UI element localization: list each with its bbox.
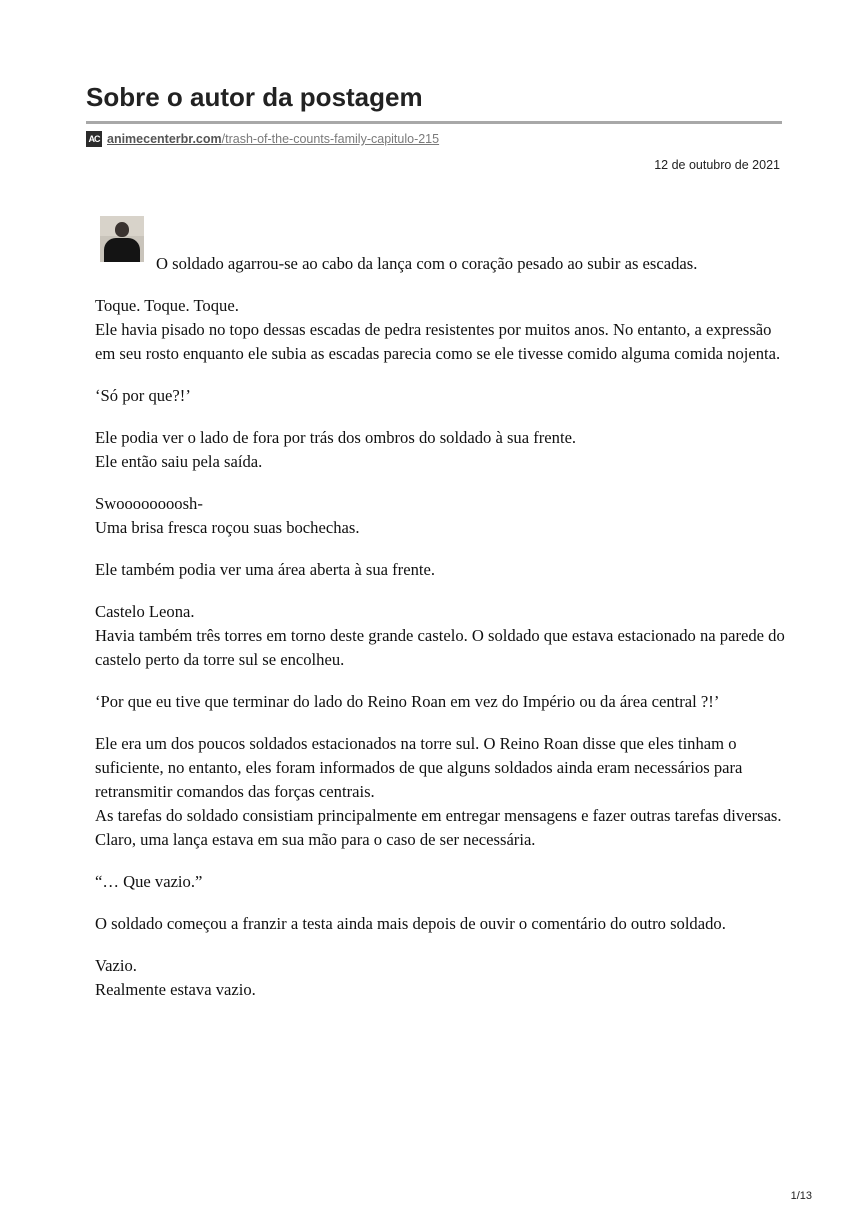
post-date: 12 de outubro de 2021 bbox=[654, 158, 780, 172]
article-paragraph bbox=[95, 870, 785, 894]
article-body bbox=[95, 252, 785, 1020]
paragraph-line: Toque. Toque. Toque. bbox=[95, 296, 239, 315]
article-paragraph bbox=[95, 558, 785, 582]
article-paragraph bbox=[95, 294, 785, 366]
article-paragraph bbox=[95, 426, 785, 474]
article-paragraph bbox=[95, 384, 785, 408]
paragraph-line: Ele havia pisado no topo dessas escadas de pedra resistentes por muitos anos. No entanto, a expressão em seu rosto enquanto ele subia as escadas parecia como se ele tivesse comido alguma comida nojenta. bbox=[95, 320, 781, 363]
paragraph-line: Castelo Leona. bbox=[95, 602, 195, 621]
page-title: Sobre o autor da postagem bbox=[86, 82, 423, 112]
paragraph-line: Havia também três torres em torno deste grande castelo. O soldado que estava estacionado na parede do castelo perto da torre sul se encolheu. bbox=[95, 626, 785, 669]
paragraph-line: As tarefas do soldado consistiam principalmente em entregar mensagens e fazer outras tarefas diversas. Claro, uma lança estava em sua mão para o caso de ser necessária. bbox=[95, 806, 782, 849]
paragraph-line: O soldado começou a franzir a testa ainda mais depois de ouvir o comentário do outro soldado. bbox=[95, 914, 726, 933]
paragraph-line: Ele então saiu pela saída. bbox=[95, 452, 263, 471]
article-paragraph bbox=[95, 492, 785, 540]
paragraph-line: ‘Só por que?!’ bbox=[95, 386, 191, 405]
paragraph-line: “… Que vazio.” bbox=[95, 872, 203, 891]
article-paragraph bbox=[95, 954, 785, 1002]
article-paragraph bbox=[95, 600, 785, 672]
source-link-row[interactable] bbox=[86, 130, 439, 148]
page-number: 1/13 bbox=[790, 1190, 812, 1202]
article-paragraph bbox=[95, 732, 785, 852]
paragraph-line: Swoooooooosh- bbox=[95, 494, 203, 513]
paragraph-line: ‘Por que eu tive que terminar do lado do Reino Roan em vez do Império ou da área central ?!’ bbox=[95, 692, 720, 711]
paragraph-line: Uma brisa fresca roçou suas bochechas. bbox=[95, 518, 360, 537]
source-path-link[interactable]: /trash-of-the-counts-family-capitulo-215 bbox=[221, 132, 440, 146]
source-domain-link[interactable]: animecenterbr.com bbox=[107, 132, 222, 146]
paragraph-line: Ele podia ver o lado de fora por trás dos ombros do soldado à sua frente. bbox=[95, 428, 577, 447]
article-intro: O soldado agarrou-se ao cabo da lança com o coração pesado ao subir as escadas. bbox=[156, 254, 698, 273]
paragraph-line: Ele também podia ver uma área aberta à sua frente. bbox=[95, 560, 435, 579]
title-divider bbox=[86, 121, 782, 124]
site-logo-icon: AC bbox=[86, 131, 102, 147]
article-paragraph bbox=[95, 912, 785, 936]
paragraph-line: Ele era um dos poucos soldados estacionados na torre sul. O Reino Roan disse que eles tinham o suficiente, no entanto, eles foram informados de que alguns soldados ainda eram necessários para retransmitir comandos das forças centrais. bbox=[95, 734, 743, 801]
article-paragraph bbox=[95, 690, 785, 714]
paragraph-line: Realmente estava vazio. bbox=[95, 980, 256, 999]
paragraph-line: Vazio. bbox=[95, 956, 137, 975]
